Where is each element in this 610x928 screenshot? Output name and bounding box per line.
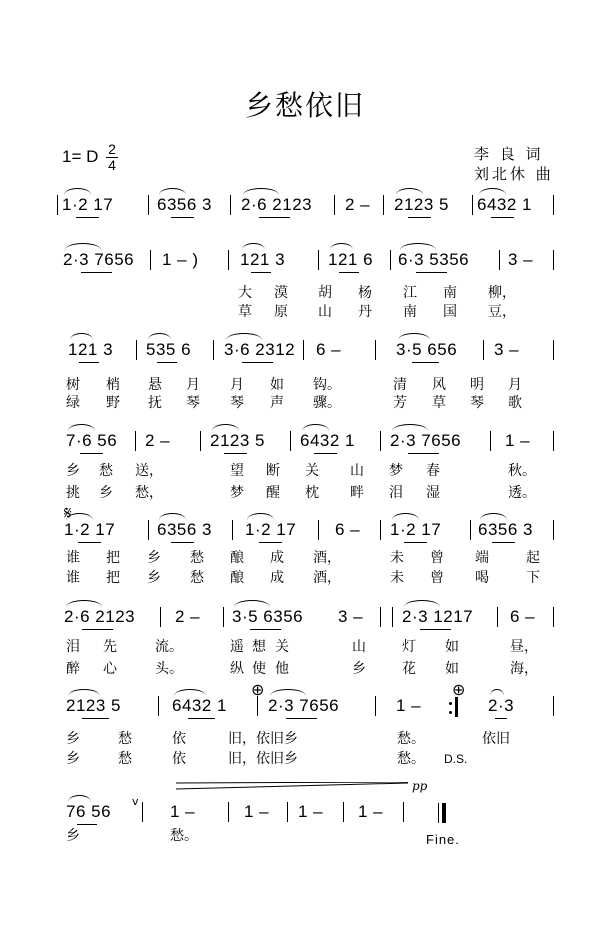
lyric-syllable: 南: [403, 304, 417, 320]
beam-underline: [259, 217, 290, 218]
barline: [553, 696, 554, 716]
final-barline: [438, 803, 439, 823]
lyric-syllable: 谁: [66, 550, 80, 566]
lyric-syllable: 乡: [66, 828, 80, 844]
lyric-syllable: 依旧: [482, 731, 510, 747]
lyric-syllable: 如: [445, 661, 459, 677]
barline: [287, 802, 288, 822]
slur-arc: [242, 243, 265, 250]
beam-underline: [188, 718, 215, 719]
beam-underline: [416, 272, 447, 273]
lyric-syllable: 月: [186, 377, 200, 393]
lyric-syllable: 起: [526, 550, 540, 566]
measure-notes: 6432 1: [172, 696, 227, 715]
barline: [232, 520, 233, 540]
beam-underline: [251, 272, 271, 273]
measure-notes: 1·2 17: [390, 520, 442, 539]
fine-marking: Fine.: [426, 832, 460, 847]
barline: [318, 250, 319, 270]
measure-notes: 2 –: [345, 195, 371, 214]
lyric-syllable: 梢: [106, 377, 120, 393]
lyric-syllable: 悬: [148, 377, 162, 393]
barline: [142, 802, 143, 822]
barline: [135, 431, 136, 451]
beam-underline: [242, 362, 273, 363]
slur-arc: [480, 513, 507, 520]
barline: [499, 250, 500, 270]
lyric-syllable: 纵: [230, 661, 244, 677]
measure-notes: 3 –: [494, 340, 520, 359]
repeat-dot: [449, 711, 452, 714]
lyric-syllable: 柳，: [488, 285, 516, 301]
measure-notes: 2 –: [175, 607, 201, 626]
lyric-syllable: 琴: [186, 395, 200, 411]
barline: [230, 195, 231, 215]
lyric-syllable: 胡: [318, 285, 332, 301]
slur-arc: [392, 424, 428, 431]
measure-notes: 2123 5: [66, 696, 121, 715]
final-barline-thick: [442, 803, 446, 823]
measure-notes: 2·6 2123: [241, 195, 313, 214]
lyric-syllable: 先: [103, 639, 117, 655]
lyric-syllable: 流。: [155, 639, 183, 655]
lyric-syllable: 国: [443, 304, 457, 320]
lyric-syllable: 乡: [66, 731, 80, 747]
barline: [380, 431, 381, 451]
measure-notes: 7·6 56: [66, 431, 118, 450]
barline: [148, 520, 149, 540]
lyric-syllable: 绿: [66, 395, 80, 411]
lyric-syllable: 乡: [99, 485, 113, 501]
barline: [213, 340, 214, 360]
lyric-syllable: 成: [270, 550, 284, 566]
lyric-syllable: 头。: [155, 661, 183, 677]
barline: [160, 607, 161, 627]
lyric-syllable: 望: [230, 463, 244, 479]
barline: [483, 340, 484, 360]
lyric-syllable: 大: [238, 285, 252, 301]
lyric-syllable: 醉: [66, 661, 80, 677]
lyric-syllable: 乡: [66, 463, 80, 479]
barline: [200, 431, 201, 451]
lyric-syllable: 泪: [389, 485, 403, 501]
lyric-syllable: 乡: [147, 570, 161, 586]
slur-arc: [66, 600, 102, 607]
barline: [553, 195, 554, 215]
lyric-syllable: 原: [274, 304, 288, 320]
lyric-syllable: 旧，依旧乡: [228, 751, 298, 767]
lyric-syllable: 泪: [66, 639, 80, 655]
pp-dynamic: pp: [412, 779, 428, 793]
lyric-syllable: 树: [66, 377, 80, 393]
measure-notes: 3·6 2312: [224, 340, 296, 359]
barline: [334, 195, 335, 215]
measure-notes: 2·3 7656: [390, 431, 462, 450]
slur-arc: [68, 795, 91, 802]
lyric-syllable: 草: [238, 304, 252, 320]
measure-notes: 1·2 17: [62, 195, 114, 214]
barline: [158, 696, 159, 716]
slur-arc: [226, 333, 262, 340]
composer-credit: 刘北休 曲: [474, 165, 554, 183]
time-signature-top: 2: [108, 141, 116, 157]
beam-underline: [314, 453, 337, 454]
lyric-syllable: 声: [270, 395, 284, 411]
lyric-syllable: 酒，: [313, 550, 341, 566]
lyric-syllable: 山: [350, 463, 364, 479]
measure-notes: 3 –: [338, 607, 364, 626]
lyric-syllable: 漠: [274, 285, 288, 301]
lyric-syllable: 月: [508, 377, 522, 393]
lyric-syllable: 野: [106, 395, 120, 411]
measure-notes: 3 –: [508, 250, 534, 269]
beam-underline: [157, 362, 177, 363]
measure-notes: 2123 5: [394, 195, 449, 214]
beam-underline: [408, 453, 439, 454]
lyric-syllable: 曾: [430, 550, 444, 566]
lyric-syllable: 山: [318, 304, 332, 320]
measure-notes: 121 3: [240, 250, 286, 269]
barline: [553, 250, 554, 270]
slur-arc: [68, 689, 100, 696]
measure-notes: 3·5 6356: [232, 607, 304, 626]
lyric-syllable: 曾: [430, 570, 444, 586]
measure-notes: 6 –: [510, 607, 536, 626]
measure-notes: 6 –: [335, 520, 361, 539]
repeat-barline: [455, 697, 458, 717]
lyric-syllable: 挑: [66, 485, 80, 501]
slur-arc: [234, 600, 270, 607]
beam-underline: [78, 542, 101, 543]
beam-underline: [339, 272, 359, 273]
lyric-syllable: 枕: [305, 485, 319, 501]
segno-sign: 𝄋: [64, 503, 72, 524]
lyric-syllable: 愁: [118, 731, 132, 747]
slur-arc: [64, 188, 91, 195]
diminuendo-hairpin: [176, 782, 408, 790]
slur-arc: [243, 188, 279, 195]
lyric-syllable: 喝: [475, 570, 489, 586]
lyric-syllable: 梦: [389, 463, 403, 479]
slur-arc: [404, 600, 440, 607]
barline: [228, 802, 229, 822]
measure-notes: 1·2 17: [64, 520, 116, 539]
slur-arc: [490, 689, 504, 696]
measure-notes: 6356 3: [157, 520, 212, 539]
measure-notes: 1 –: [244, 802, 270, 821]
lyric-syllable: 灯: [402, 639, 416, 655]
ds-marking: D.S.: [444, 752, 468, 766]
beam-underline: [250, 629, 281, 630]
barline: [380, 520, 381, 540]
barline: [318, 520, 319, 540]
lyric-syllable: 遥: [230, 639, 244, 655]
barline: [148, 195, 149, 215]
barline: [553, 340, 554, 360]
measure-notes: 2·3 7656: [63, 250, 135, 269]
barline: [228, 250, 229, 270]
lyric-syllable: 海，: [510, 661, 538, 677]
lyric-syllable: 愁: [118, 751, 132, 767]
lyric-syllable: 愁，: [135, 485, 163, 501]
lyricist-credit: 李 良 词: [474, 145, 544, 163]
coda-sign: ⊕: [452, 680, 466, 699]
lyric-syllable: 成: [270, 570, 284, 586]
slur-arc: [68, 424, 95, 431]
lyric-syllable: 湿: [426, 485, 440, 501]
lyric-syllable: 风: [432, 377, 446, 393]
barline: [303, 340, 304, 360]
beam-underline: [79, 362, 99, 363]
lyric-syllable: 酿: [230, 570, 244, 586]
lyric-syllable: 把: [106, 550, 120, 566]
measure-notes: 3·5 656: [396, 340, 458, 359]
barline: [390, 250, 391, 270]
lyric-syllable: 端: [475, 550, 489, 566]
slur-arc: [65, 243, 101, 250]
slur-arc: [398, 333, 430, 340]
lyric-syllable: 想: [252, 639, 266, 655]
measure-notes: 6 –: [316, 340, 342, 359]
lyric-syllable: 关: [275, 639, 289, 655]
barline: [553, 520, 554, 540]
beam-underline: [77, 824, 97, 825]
slur-arc: [159, 188, 186, 195]
lyric-syllable: 山: [352, 639, 366, 655]
song-title: 乡愁依旧: [244, 89, 365, 122]
coda-sign: ⊕: [251, 680, 265, 699]
lyric-syllable: 断: [266, 463, 280, 479]
lyric-syllable: 未: [390, 570, 404, 586]
barline: [57, 195, 58, 215]
lyric-syllable: 如: [445, 639, 459, 655]
slur-arc: [479, 188, 506, 195]
lyric-syllable: 梦: [230, 485, 244, 501]
measure-notes: 2·6 2123: [64, 607, 136, 626]
lyric-syllable: 醒: [266, 485, 280, 501]
slur-arc: [330, 243, 353, 250]
lyric-syllable: 依: [172, 731, 186, 747]
beam-underline: [412, 362, 439, 363]
measure-notes: 6·3 5356: [398, 250, 470, 269]
breath-mark: v: [132, 795, 139, 808]
barline: [290, 431, 291, 451]
measure-notes: 2123 5: [210, 431, 265, 450]
lyric-syllable: 琴: [470, 395, 484, 411]
barline: [383, 195, 384, 215]
lyric-syllable: 愁。: [397, 731, 425, 747]
measure-notes: 6432 1: [477, 195, 532, 214]
lyric-syllable: 骤。: [313, 395, 341, 411]
measure-notes: 1 –: [358, 802, 384, 821]
beam-underline: [286, 718, 317, 719]
measure-notes: 1 –: [396, 696, 422, 715]
beam-underline: [495, 718, 507, 719]
slur-arc: [159, 513, 186, 520]
barline: [553, 607, 554, 627]
measure-notes: 2·3 1217: [402, 607, 474, 626]
barline: [380, 607, 381, 627]
lyric-syllable: 心: [103, 661, 117, 677]
slur-arc: [174, 689, 206, 696]
lyric-syllable: 酒，: [313, 570, 341, 586]
lyric-syllable: 愁。: [170, 828, 198, 844]
lyric-syllable: 南: [443, 285, 457, 301]
slur-arc: [247, 513, 274, 520]
repeat-dot: [449, 702, 452, 705]
beam-underline: [492, 542, 515, 543]
measure-notes: 76 56: [66, 802, 112, 821]
measure-notes: 121 6: [328, 250, 374, 269]
time-signature-bottom: 4: [108, 157, 116, 173]
lyric-syllable: 钩。: [313, 377, 341, 393]
measure-notes: 6356 3: [157, 195, 212, 214]
lyric-syllable: 乡: [352, 661, 366, 677]
barline: [150, 250, 151, 270]
barline: [257, 696, 258, 716]
measure-notes: 121 3: [68, 340, 114, 359]
lyric-syllable: 如: [270, 377, 284, 393]
lyric-syllable: 秋。: [508, 463, 536, 479]
lyric-syllable: 愁: [190, 570, 204, 586]
beam-underline: [171, 542, 194, 543]
lyric-syllable: 透。: [508, 485, 536, 501]
lyric-syllable: 愁: [190, 550, 204, 566]
lyric-syllable: 旧，依旧乡: [228, 731, 298, 747]
lyric-syllable: 杨: [358, 285, 372, 301]
beam-underline: [80, 453, 103, 454]
lyric-syllable: 丹: [358, 304, 372, 320]
measure-notes: 1 – ): [162, 250, 199, 269]
measure-notes: 1 –: [170, 802, 196, 821]
barline: [497, 607, 498, 627]
measure-notes: 6432 1: [300, 431, 355, 450]
beam-underline: [224, 453, 247, 454]
beam-underline: [408, 217, 431, 218]
lyric-syllable: 明: [470, 377, 484, 393]
barline: [553, 431, 554, 451]
lyric-syllable: 花: [402, 661, 416, 677]
lyric-syllable: 谁: [66, 570, 80, 586]
beam-underline: [491, 217, 514, 218]
lyric-syllable: 他: [275, 661, 289, 677]
slur-arc: [148, 333, 171, 340]
lyric-syllable: 未: [390, 550, 404, 566]
barline: [375, 340, 376, 360]
barline: [375, 696, 376, 716]
lyric-syllable: 酿: [230, 550, 244, 566]
barline: [490, 431, 491, 451]
measure-notes: 1 –: [505, 431, 531, 450]
measure-notes: 1·2 17: [245, 520, 297, 539]
beam-underline: [404, 542, 427, 543]
slur-arc: [212, 424, 239, 431]
lyric-syllable: 豆，: [488, 304, 516, 320]
lyric-syllable: 芳: [393, 395, 407, 411]
lyric-syllable: 使: [252, 661, 266, 677]
beam-underline: [76, 217, 99, 218]
slur-arc: [392, 513, 419, 520]
lyric-syllable: 送，: [135, 463, 163, 479]
lyric-syllable: 乡: [66, 751, 80, 767]
lyric-syllable: 下: [526, 570, 540, 586]
beam-underline: [82, 629, 113, 630]
lyric-syllable: 抚: [148, 395, 162, 411]
lyric-syllable: 把: [106, 570, 120, 586]
barline: [392, 607, 393, 627]
key-signature: 1= D: [62, 147, 99, 166]
barline: [343, 802, 344, 822]
measure-notes: 6356 3: [478, 520, 533, 539]
lyric-syllable: 草: [432, 395, 446, 411]
slur-arc: [396, 188, 423, 195]
beam-underline: [420, 629, 451, 630]
barline: [403, 802, 404, 822]
lyric-syllable: 依: [172, 751, 186, 767]
barline: [472, 195, 473, 215]
barline: [470, 520, 471, 540]
barline: [223, 607, 224, 627]
lyric-syllable: 愁: [99, 463, 113, 479]
measure-notes: 2·3 7656: [268, 696, 340, 715]
lyric-syllable: 畔: [350, 485, 364, 501]
beam-underline: [259, 542, 282, 543]
lyric-syllable: 琴: [230, 395, 244, 411]
beam-underline: [82, 718, 109, 719]
lyric-syllable: 清: [393, 377, 407, 393]
lyric-syllable: 昼，: [510, 639, 538, 655]
lyric-syllable: 春: [426, 463, 440, 479]
beam-underline: [81, 272, 112, 273]
slur-arc: [270, 689, 306, 696]
lyric-syllable: 月: [230, 377, 244, 393]
measure-notes: 2 –: [145, 431, 171, 450]
slur-arc: [70, 333, 93, 340]
slur-arc: [400, 243, 436, 250]
measure-notes: 535 6: [146, 340, 192, 359]
measure-notes: 2·3: [488, 696, 515, 715]
lyric-syllable: 歌: [508, 395, 522, 411]
lyric-syllable: 关: [305, 463, 319, 479]
barline: [136, 340, 137, 360]
lyric-syllable: 江: [403, 285, 417, 301]
slur-arc: [302, 424, 329, 431]
beam-underline: [171, 217, 194, 218]
lyric-syllable: 乡: [147, 550, 161, 566]
measure-notes: 1 –: [298, 802, 324, 821]
lyric-syllable: 愁。: [397, 751, 425, 767]
